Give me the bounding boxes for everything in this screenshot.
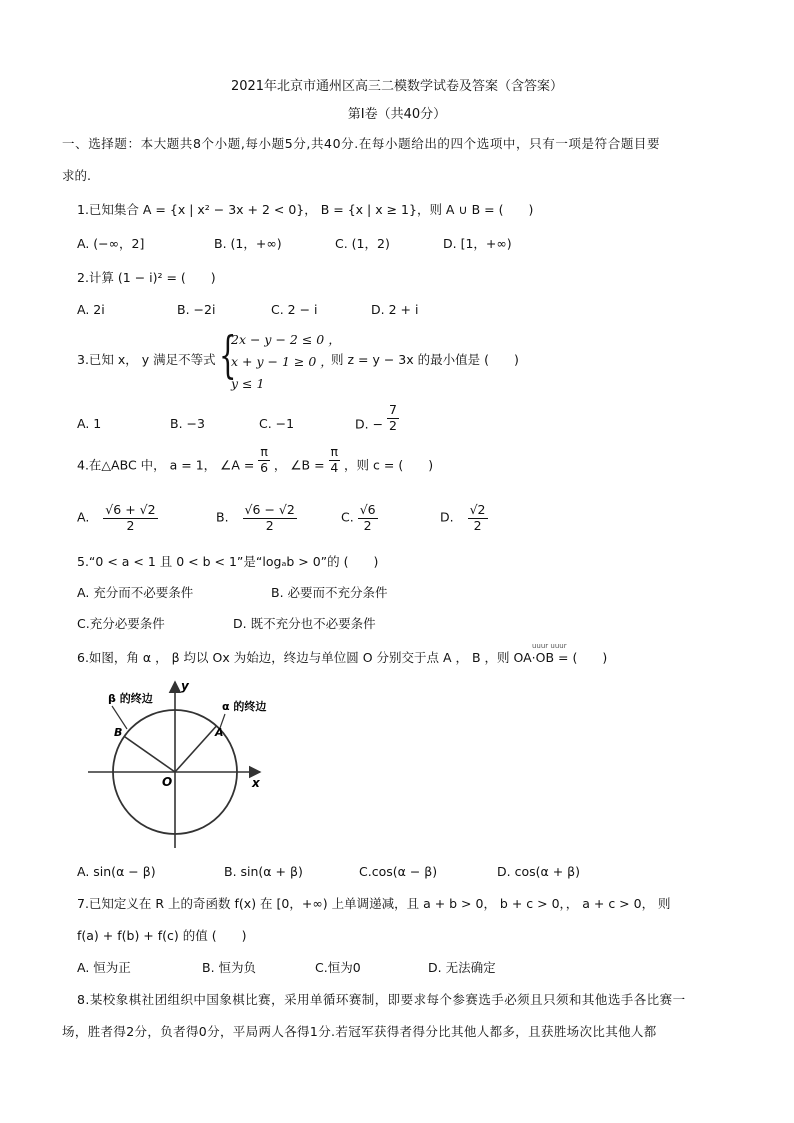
- q7-stem-line2: f(a) + f(b) + f(c) 的值 ( ): [77, 928, 247, 943]
- q3-option-d: [355, 402, 399, 433]
- q4-option-b-fraction: [243, 504, 297, 532]
- q2-option-a: A. 2i: [77, 302, 105, 317]
- q6-option-a: A. sin(α − β): [77, 864, 156, 879]
- q3-system-line1: 2x − y − 2 ≤ 0 ，: [231, 332, 341, 347]
- q3-system-line2: x + y − 1 ≥ 0 ，: [231, 354, 333, 369]
- q4-option-a-numerator: √6 + √2: [105, 502, 156, 517]
- q3-option-a: A. 1: [77, 416, 102, 431]
- q1-option-b: B. (1，+∞): [214, 236, 282, 251]
- q4-option-a-label: A.: [77, 509, 90, 525]
- x-axis-label: x: [252, 776, 260, 790]
- doc-title: 2021年北京市通州区高三二模数学试卷及答案（含答案）: [230, 79, 564, 94]
- section-instructions-line1: 一、选择题：本大题共8个小题,每小题5分,共40分.在每小题给出的四个选项中，只有一项是符合题目要: [62, 136, 661, 151]
- q4-angle-b-numerator: π: [330, 444, 339, 459]
- q4-stem: [77, 444, 434, 475]
- q4-angle-a-fraction: [258, 446, 270, 474]
- q4-option-c-denominator: 2: [363, 517, 372, 533]
- q5-option-a: A. 充分而不必要条件: [77, 585, 194, 600]
- beta-terminal-label: β 的终边: [108, 692, 153, 705]
- q5-option-b: B. 必要而不充分条件: [271, 585, 388, 600]
- q4-angle-b-denominator: 4: [330, 459, 339, 475]
- q4-option-b-label: B.: [216, 509, 229, 525]
- q1-option-c: C. (1，2): [335, 236, 390, 251]
- q6-option-c: C.cos(α − β): [359, 864, 438, 879]
- q4-option-a-fraction: [103, 504, 157, 532]
- origin-label: O: [162, 775, 173, 789]
- q1-option-a: A. (−∞，2]: [77, 236, 145, 251]
- alpha-terminal-side: [175, 726, 217, 772]
- q4-option-c: [341, 504, 378, 532]
- q6-vector-marks: uuur uuur: [532, 642, 567, 650]
- q4-option-c-fraction: [358, 504, 378, 532]
- q2-stem: 2.计算 (1 − i)² = ( ): [77, 270, 216, 285]
- q3-option-c: C. −1: [259, 416, 295, 431]
- q2-option-d: D. 2 + i: [371, 302, 419, 317]
- q4-angle-a-denominator: 6: [260, 459, 269, 475]
- q3-stem-prefix: 3.已知 x， y 满足不等式: [77, 352, 216, 367]
- q2-option-c: C. 2 − i: [271, 302, 318, 317]
- q4-stem-middle: ， ∠B =: [273, 457, 325, 473]
- q3-system-line3: y ≤ 1: [231, 376, 265, 391]
- doc-subtitle: 第Ⅰ卷（共40分）: [347, 107, 447, 122]
- q8-stem-line1: 8.某校象棋社团组织中国象棋比赛，采用单循环赛制，即要求每个参赛选手必须且只须和其他选手各比赛一: [77, 992, 686, 1007]
- alpha-terminal-label: α 的终边: [222, 700, 267, 713]
- q2-option-b: B. −2i: [177, 302, 216, 317]
- q4-option-c-label: C.: [341, 509, 354, 525]
- q4-option-a: [77, 504, 158, 532]
- q8-stem-line2: 场，胜者得2分，负者得0分，平局两人各得1分.若冠军获得者得分比其他人都多，且获胜场次比其他人都: [62, 1024, 657, 1039]
- q7-option-b: B. 恒为负: [202, 960, 257, 975]
- q4-option-d: [440, 504, 488, 532]
- q4-option-c-numerator: √6: [359, 502, 376, 517]
- y-axis-label: y: [181, 679, 189, 693]
- q3-option-d-fraction: [387, 404, 399, 432]
- point-a-label: A: [215, 726, 224, 739]
- q3-system-brace: {: [219, 326, 237, 384]
- q4-option-d-label: D.: [440, 509, 454, 525]
- q4-angle-b-fraction: [329, 446, 341, 474]
- q4-option-a-denominator: 2: [126, 517, 135, 533]
- section-instructions-line2: 求的.: [62, 168, 91, 183]
- q7-option-d: D. 无法确定: [428, 960, 496, 975]
- q5-option-d: D. 既不充分也不必要条件: [233, 616, 376, 631]
- point-b-label: B: [114, 726, 123, 739]
- q4-option-b-denominator: 2: [265, 517, 274, 533]
- q5-stem: 5.“0 < a < 1 且 0 < b < 1”是“logₐb > 0”的 ( ): [77, 554, 379, 569]
- q6-stem: 6.如图，角 α ， β 均以 Ox 为始边，终边与单位圆 O 分别交于点 A ， B ，则 OA·OB = ( ): [77, 650, 608, 665]
- q6-unit-circle-figure: [72, 676, 277, 854]
- q4-stem-prefix: 4.在△ABC 中， a = 1， ∠A =: [77, 457, 255, 473]
- q7-option-c: C.恒为0: [315, 960, 361, 975]
- q4-stem-suffix: ，则 c = ( ): [344, 457, 434, 473]
- q3-option-d-numerator: 7: [389, 402, 397, 417]
- q7-stem-line1: 7.已知定义在 R 上的奇函数 f(x) 在 [0，+∞) 上单调递减，且 a + b > 0， b + c > 0，， a + c > 0， 则: [77, 896, 671, 911]
- q3-option-d-denominator: 2: [389, 417, 397, 433]
- q5-option-c: C.充分必要条件: [77, 616, 165, 631]
- q1-option-d: D. [1，+∞): [443, 236, 512, 251]
- q4-option-d-fraction: [468, 504, 488, 532]
- q1-stem: 1.已知集合 A = {x | x² − 3x + 2 < 0}， B = {x | x ≥ 1}，则 A ∪ B = ( ): [77, 202, 534, 217]
- q7-option-a: A. 恒为正: [77, 960, 131, 975]
- q4-option-d-denominator: 2: [473, 517, 482, 533]
- q4-option-b: [216, 504, 297, 532]
- q6-option-b: B. sin(α + β): [224, 864, 303, 879]
- q3-stem-suffix: 则 z = y − 3x 的最小值是 ( ): [331, 352, 519, 367]
- q4-angle-a-numerator: π: [260, 444, 268, 459]
- q3-option-d-label: D. −: [355, 416, 384, 432]
- beta-terminal-side: [124, 736, 175, 772]
- q4-option-d-numerator: √2: [469, 502, 486, 517]
- q3-option-b: B. −3: [170, 416, 205, 431]
- q4-option-b-numerator: √6 − √2: [244, 502, 295, 517]
- q6-option-d: D. cos(α + β): [497, 864, 580, 879]
